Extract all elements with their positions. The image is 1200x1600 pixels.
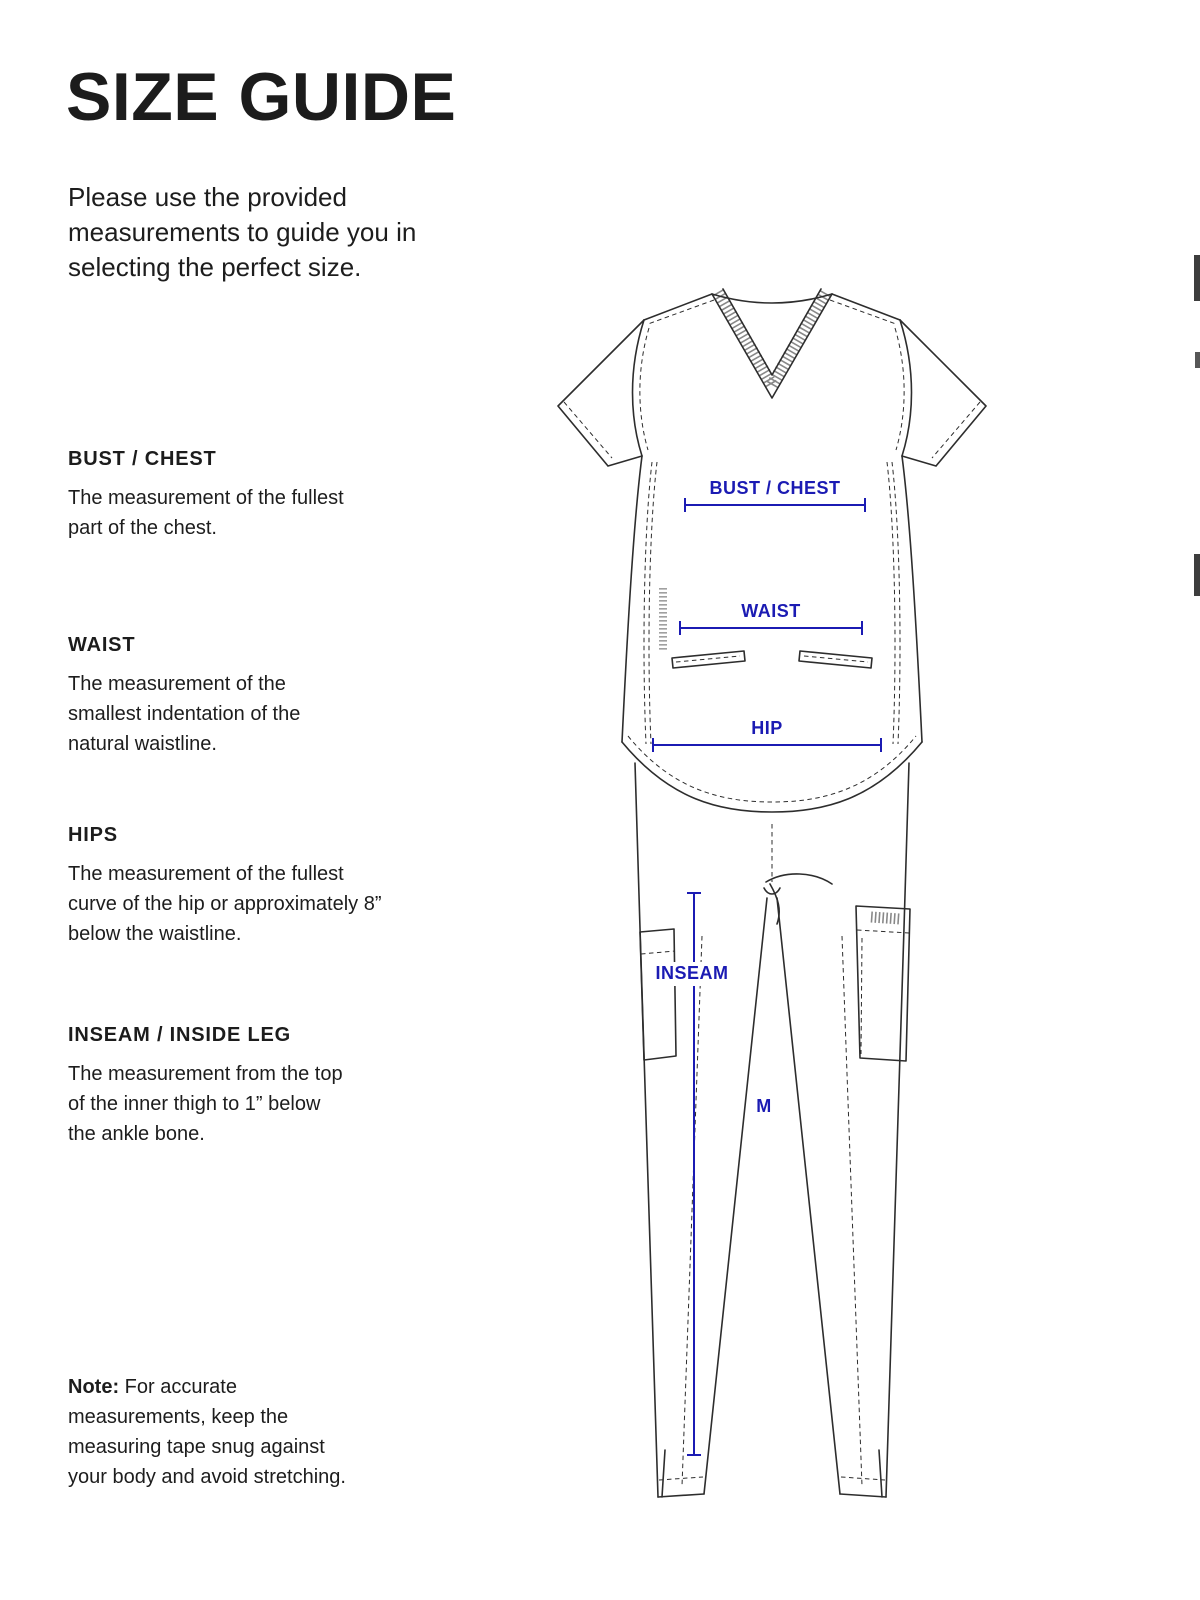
right-pocket-flap-stitch xyxy=(857,930,909,933)
left-ankle-hem xyxy=(658,1494,704,1497)
right-ankle-slit xyxy=(879,1450,882,1497)
left-armhole xyxy=(633,320,645,456)
scrub-pants-stitching xyxy=(641,824,909,1486)
right-armhole-stitch xyxy=(895,328,904,450)
left-armhole-stitch xyxy=(640,328,649,450)
right-ankle-hem xyxy=(840,1494,886,1497)
right-ankle-stitch xyxy=(841,1477,885,1480)
left-princess-seams xyxy=(644,462,657,744)
measurement-labels xyxy=(655,478,840,1116)
right-pocket-side-stitch xyxy=(861,938,862,1054)
inseam-measure-label: INSEAM xyxy=(655,963,729,983)
section-bust xyxy=(68,448,348,543)
note-text xyxy=(68,1372,368,1492)
section-heading-waist: WAIST xyxy=(68,634,136,656)
right-inner-leg xyxy=(777,898,840,1494)
left-outer-leg xyxy=(635,763,658,1497)
left-welt-pocket xyxy=(672,651,745,668)
left-pocket-flap-stitch xyxy=(641,951,675,954)
shoulder-seams xyxy=(644,294,900,320)
hip-measure-line xyxy=(653,738,881,752)
right-armhole xyxy=(900,320,912,456)
bust-measure-line xyxy=(685,498,865,512)
section-hips xyxy=(68,824,388,949)
left-sleeve xyxy=(558,320,644,466)
right-sleeve xyxy=(900,320,986,466)
waist-measure-line xyxy=(680,621,862,635)
drawstring xyxy=(766,874,832,924)
section-inseam xyxy=(68,1024,348,1149)
hip-measure-label: HIP xyxy=(751,718,783,738)
section-body-waist: The measurement of the smallest indentation of the natural waistline. xyxy=(68,673,301,755)
right-sleeve-hem-stitch xyxy=(932,402,980,458)
left-cargo-pocket xyxy=(640,929,676,1060)
note-label: Note: xyxy=(68,1376,120,1398)
section-body-hips: The measurement of the fullest curve of the hip or approximately 8” below the waistline. xyxy=(68,863,382,945)
section-heading-bust: BUST / CHEST xyxy=(68,448,217,470)
bust-measure-label: BUST / CHEST xyxy=(709,478,841,498)
section-heading-hips: HIPS xyxy=(68,824,118,846)
section-body-bust: The measurement of the fullest part of the chest. xyxy=(68,487,344,539)
page-title: SIZE GUIDE xyxy=(66,59,457,135)
left-crease xyxy=(682,936,702,1486)
note-body: For accurate measurements, keep the measuring tape snug against your body and avoid stretching. xyxy=(68,1376,346,1488)
left-sleeve-hem-stitch xyxy=(564,402,612,458)
welt-pocket-stitches xyxy=(676,656,868,662)
right-side-seam xyxy=(902,456,922,742)
screen-edge-artifact-middle xyxy=(1195,352,1200,368)
section-heading-inseam: INSEAM / INSIDE LEG xyxy=(68,1024,292,1046)
left-ankle-slit xyxy=(662,1450,665,1497)
size-diagram xyxy=(540,278,1000,1528)
right-welt-pocket xyxy=(799,651,872,668)
section-waist xyxy=(68,634,348,759)
waist-measure-label: WAIST xyxy=(741,601,801,621)
left-side-seam xyxy=(622,456,642,742)
screen-edge-artifact-bottom xyxy=(1194,554,1200,596)
screen-edge-artifact-top xyxy=(1194,255,1200,301)
pocket-rib-texture xyxy=(871,917,900,919)
left-ankle-stitch xyxy=(659,1477,703,1480)
right-outer-leg xyxy=(886,763,909,1497)
size-marker-label: M xyxy=(756,1096,772,1116)
left-inner-leg xyxy=(704,898,767,1494)
section-body-inseam: The measurement from the top of the inner thigh to 1” below the ankle bone. xyxy=(68,1063,343,1145)
right-princess-seams xyxy=(887,462,900,744)
intro-text: Please use the provided measurements to guide you in selecting the perfect size. xyxy=(68,182,417,283)
neck-rib-texture xyxy=(718,292,826,386)
